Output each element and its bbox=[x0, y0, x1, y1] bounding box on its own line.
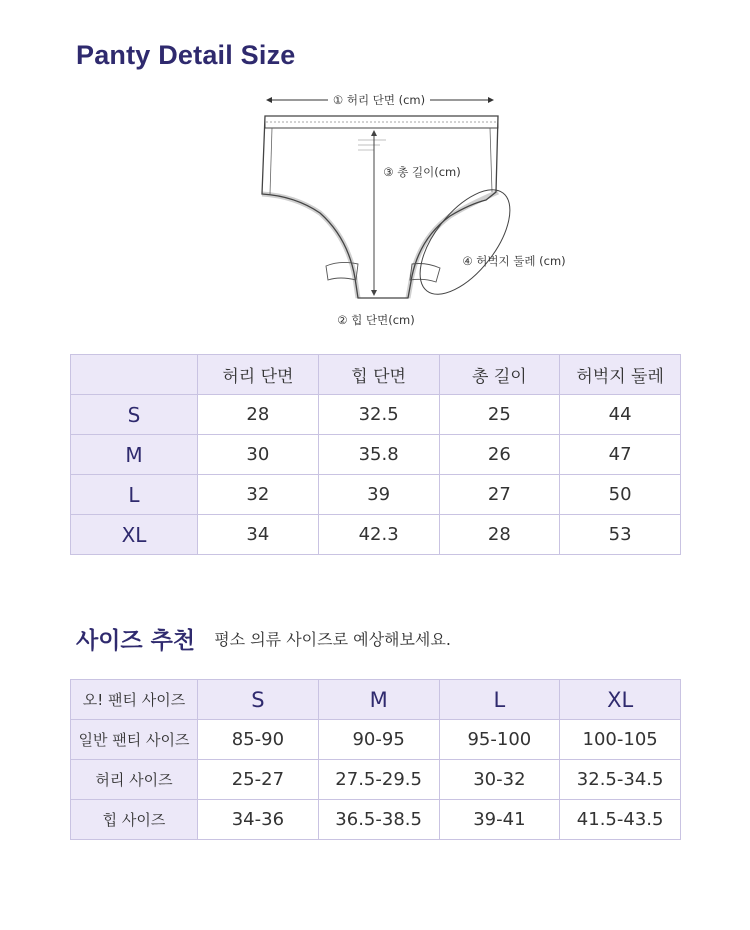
table-row bbox=[71, 435, 681, 475]
row-header: 일반 팬티 사이즈 bbox=[71, 720, 198, 760]
table-header-row bbox=[71, 355, 681, 395]
table-cell: 95-100 bbox=[439, 720, 560, 760]
table-cell: 26 bbox=[439, 435, 560, 475]
table-cell: 32.5-34.5 bbox=[560, 760, 681, 800]
page-title: Panty Detail Size bbox=[76, 40, 296, 70]
table-cell: 39 bbox=[318, 475, 439, 515]
size-header: L bbox=[439, 680, 560, 720]
table-cell: 85-90 bbox=[198, 720, 319, 760]
table-cell: 30-32 bbox=[439, 760, 560, 800]
row-header: 힙 사이즈 bbox=[71, 800, 198, 840]
table-cell: 90-95 bbox=[318, 720, 439, 760]
table-cell: 50 bbox=[560, 475, 681, 515]
table-row bbox=[71, 720, 681, 760]
row-header: 오! 팬티 사이즈 bbox=[71, 680, 198, 720]
table-cell: 28 bbox=[198, 395, 319, 435]
table-cell: 32 bbox=[198, 475, 319, 515]
recommend-size-table bbox=[70, 679, 681, 840]
recommend-subtitle: 평소 의류 사이즈로 예상해보세요. bbox=[214, 630, 451, 649]
column-header: 허벅지 둘레 bbox=[560, 355, 681, 395]
column-header: 총 길이 bbox=[439, 355, 560, 395]
table-cell: 42.3 bbox=[318, 515, 439, 555]
size-label: S bbox=[71, 395, 198, 435]
table-row bbox=[71, 395, 681, 435]
table-cell: 53 bbox=[560, 515, 681, 555]
table-cell: 25-27 bbox=[198, 760, 319, 800]
table-cell: 25 bbox=[439, 395, 560, 435]
table-row bbox=[71, 515, 681, 555]
table-cell: 27 bbox=[439, 475, 560, 515]
table-header-row bbox=[71, 680, 681, 720]
recommend-heading-row bbox=[76, 622, 451, 655]
column-header: 허리 단면 bbox=[198, 355, 319, 395]
size-header: S bbox=[198, 680, 319, 720]
table-cell: 27.5-29.5 bbox=[318, 760, 439, 800]
table-cell: 34 bbox=[198, 515, 319, 555]
size-label: M bbox=[71, 435, 198, 475]
table-cell: 100-105 bbox=[560, 720, 681, 760]
thigh-label: ④ 허벅지 둘레 (cm) bbox=[462, 254, 566, 268]
length-label: ③ 총 길이(cm) bbox=[383, 165, 461, 179]
recommend-heading: 사이즈 추천 bbox=[76, 628, 196, 654]
hip-label: ② 힙 단면(cm) bbox=[337, 313, 415, 327]
table-cell: 32.5 bbox=[318, 395, 439, 435]
table-cell: 36.5-38.5 bbox=[318, 800, 439, 840]
table-cell: 30 bbox=[198, 435, 319, 475]
size-label: XL bbox=[71, 515, 198, 555]
table-row bbox=[71, 760, 681, 800]
table-cell: 34-36 bbox=[198, 800, 319, 840]
waist-label: ① 허리 단면 (cm) bbox=[332, 93, 426, 107]
table-cell: 28 bbox=[439, 515, 560, 555]
table-cell: 41.5-43.5 bbox=[560, 800, 681, 840]
size-header: XL bbox=[560, 680, 681, 720]
size-label: L bbox=[71, 475, 198, 515]
table-cell: 47 bbox=[560, 435, 681, 475]
detail-size-table bbox=[70, 354, 681, 555]
table-cell: 39-41 bbox=[439, 800, 560, 840]
row-header: 허리 사이즈 bbox=[71, 760, 198, 800]
size-header: M bbox=[318, 680, 439, 720]
column-header bbox=[71, 355, 198, 395]
table-row bbox=[71, 475, 681, 515]
table-cell: 35.8 bbox=[318, 435, 439, 475]
table-row bbox=[71, 800, 681, 840]
column-header: 힙 단면 bbox=[318, 355, 439, 395]
table-cell: 44 bbox=[560, 395, 681, 435]
panty-diagram bbox=[240, 88, 580, 338]
panty-illustration bbox=[240, 88, 580, 338]
